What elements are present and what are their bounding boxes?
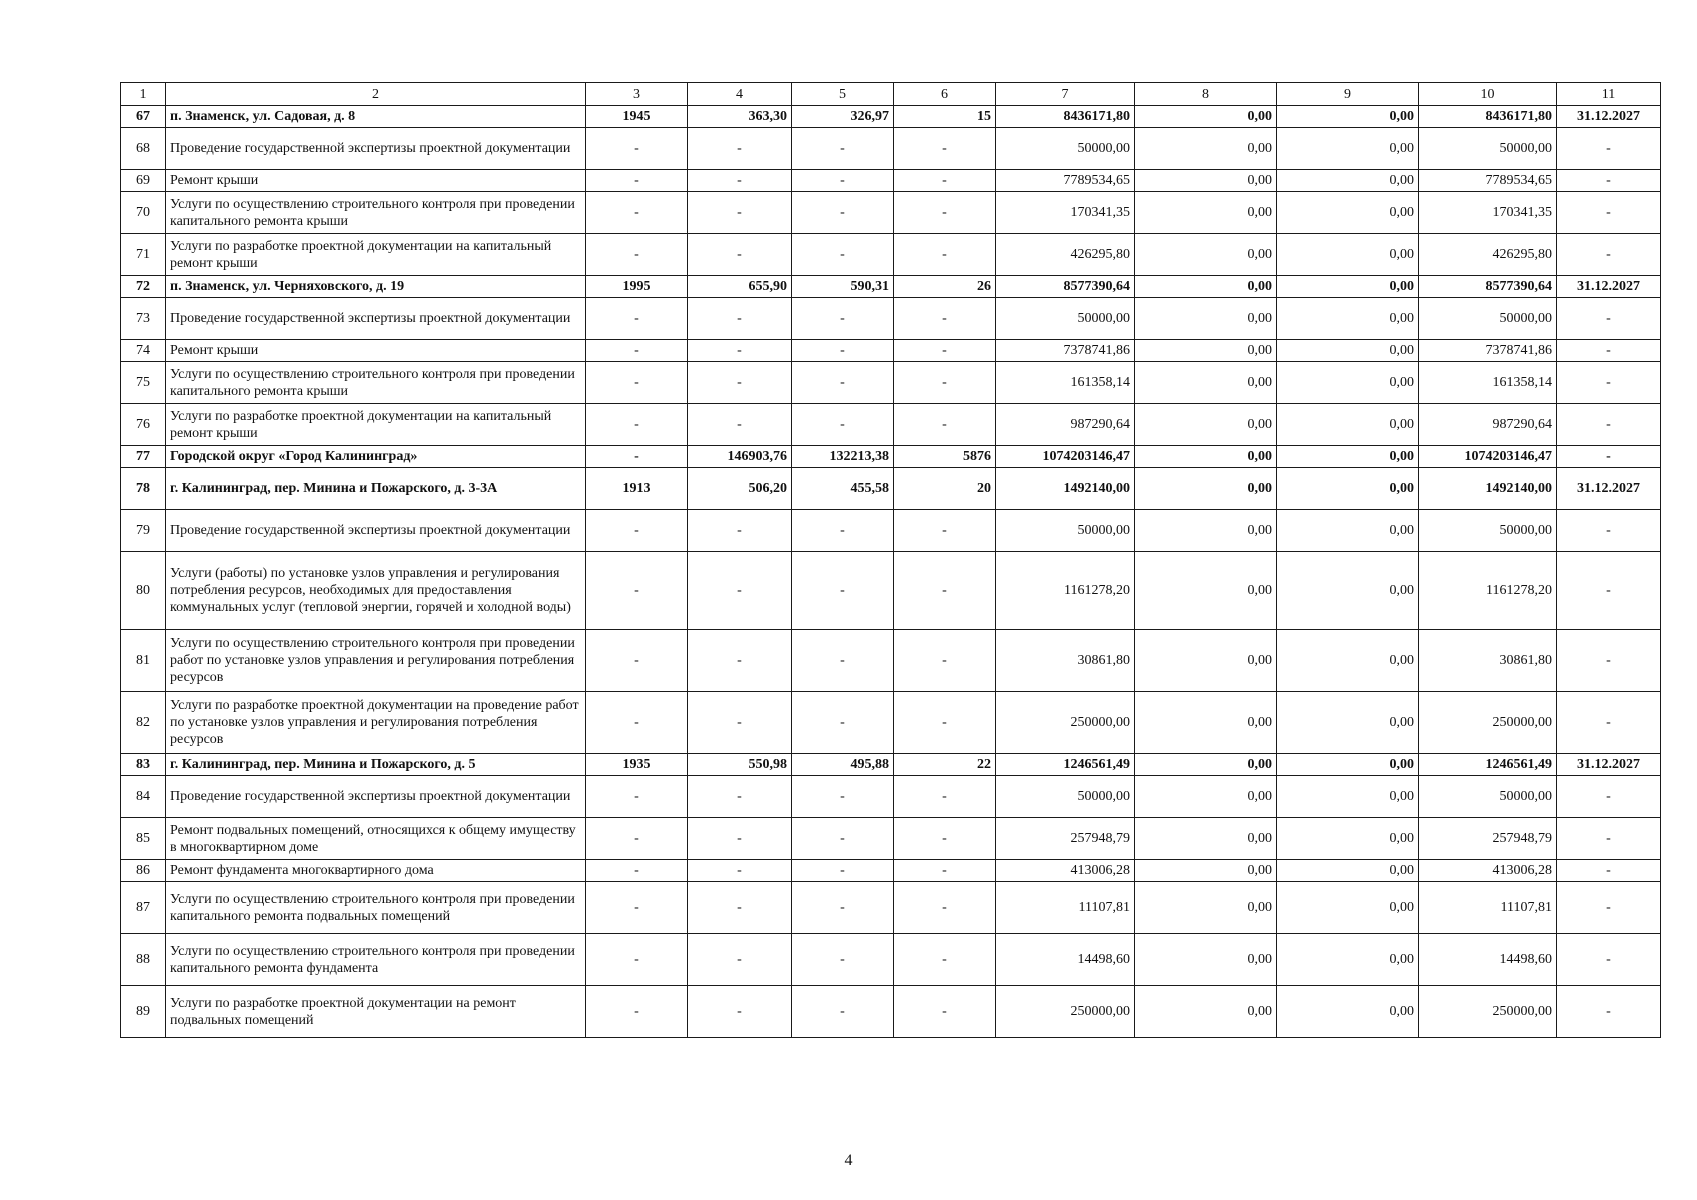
row-number: 72: [121, 276, 166, 298]
row-number: 84: [121, 776, 166, 818]
cell-col11: -: [1557, 860, 1661, 882]
cell-col5: 132213,38: [792, 446, 894, 468]
column-number-5: 5: [792, 83, 894, 106]
row-number: 86: [121, 860, 166, 882]
cell-col10: 250000,00: [1419, 986, 1557, 1038]
table-row: [121, 128, 1661, 170]
row-number: 83: [121, 754, 166, 776]
cell-col8: 0,00: [1135, 446, 1277, 468]
column-number-2: 2: [166, 83, 586, 106]
cell-col8: 0,00: [1135, 468, 1277, 510]
cell-col3: 1945: [586, 106, 688, 128]
cell-col10: 11107,81: [1419, 882, 1557, 934]
cell-col11: 31.12.2027: [1557, 468, 1661, 510]
cell-col9: 0,00: [1277, 404, 1419, 446]
cell-col6: -: [894, 552, 996, 630]
table-row: [121, 446, 1661, 468]
cell-col3: -: [586, 776, 688, 818]
cell-col7: 7378741,86: [996, 340, 1135, 362]
cell-col8: 0,00: [1135, 754, 1277, 776]
cell-col11: -: [1557, 404, 1661, 446]
cell-col4: -: [688, 298, 792, 340]
cell-col3: 1995: [586, 276, 688, 298]
cell-col3: -: [586, 446, 688, 468]
cell-col6: -: [894, 362, 996, 404]
cell-col9: 0,00: [1277, 860, 1419, 882]
item-name: г. Калининград, пер. Минина и Пожарского, д. 5: [166, 754, 586, 776]
cell-col4: 146903,76: [688, 446, 792, 468]
cell-col5: 326,97: [792, 106, 894, 128]
cell-col11: -: [1557, 818, 1661, 860]
cell-col6: 15: [894, 106, 996, 128]
cell-col4: -: [688, 882, 792, 934]
cell-col4: -: [688, 692, 792, 754]
cell-col4: -: [688, 192, 792, 234]
cell-col10: 1492140,00: [1419, 468, 1557, 510]
cell-col3: -: [586, 362, 688, 404]
cell-col10: 50000,00: [1419, 776, 1557, 818]
cell-col11: -: [1557, 128, 1661, 170]
cell-col5: -: [792, 298, 894, 340]
cell-col11: -: [1557, 170, 1661, 192]
cell-col4: -: [688, 510, 792, 552]
table-row: [121, 818, 1661, 860]
cell-col6: 5876: [894, 446, 996, 468]
cell-col10: 170341,35: [1419, 192, 1557, 234]
cell-col5: -: [792, 552, 894, 630]
cell-col11: -: [1557, 934, 1661, 986]
page-number: 4: [844, 1152, 853, 1169]
cell-col4: -: [688, 776, 792, 818]
table-row: [121, 192, 1661, 234]
cell-col11: -: [1557, 986, 1661, 1038]
cell-col11: -: [1557, 340, 1661, 362]
cell-col6: -: [894, 860, 996, 882]
column-number-10: 10: [1419, 83, 1557, 106]
row-number: 67: [121, 106, 166, 128]
cell-col6: -: [894, 340, 996, 362]
row-number: 88: [121, 934, 166, 986]
cell-col10: 50000,00: [1419, 128, 1557, 170]
item-name: Проведение государственной экспертизы проектной документации: [166, 298, 586, 340]
cell-col4: -: [688, 630, 792, 692]
cell-col8: 0,00: [1135, 192, 1277, 234]
cell-col9: 0,00: [1277, 692, 1419, 754]
cell-col4: -: [688, 860, 792, 882]
cell-col10: 987290,64: [1419, 404, 1557, 446]
cell-col7: 30861,80: [996, 630, 1135, 692]
cell-col5: -: [792, 818, 894, 860]
cell-col3: -: [586, 692, 688, 754]
cell-col6: -: [894, 882, 996, 934]
cell-col7: 161358,14: [996, 362, 1135, 404]
cell-col11: -: [1557, 552, 1661, 630]
column-number-8: 8: [1135, 83, 1277, 106]
item-name: Услуги по осуществлению строительного контроля при проведении капитального ремонта крыши: [166, 192, 586, 234]
cell-col7: 1246561,49: [996, 754, 1135, 776]
cell-col6: 26: [894, 276, 996, 298]
cell-col7: 14498,60: [996, 934, 1135, 986]
cell-col7: 170341,35: [996, 192, 1135, 234]
item-name: Услуги по разработке проектной документации на капитальный ремонт крыши: [166, 404, 586, 446]
row-number: 79: [121, 510, 166, 552]
cell-col5: -: [792, 860, 894, 882]
cell-col6: -: [894, 234, 996, 276]
cell-col3: -: [586, 170, 688, 192]
item-name: Городской округ «Город Калининград»: [166, 446, 586, 468]
cell-col6: 22: [894, 754, 996, 776]
cell-col9: 0,00: [1277, 986, 1419, 1038]
cell-col6: -: [894, 510, 996, 552]
cell-col7: 7789534,65: [996, 170, 1135, 192]
cell-col4: 363,30: [688, 106, 792, 128]
cell-col7: 257948,79: [996, 818, 1135, 860]
cell-col7: 413006,28: [996, 860, 1135, 882]
cell-col11: -: [1557, 298, 1661, 340]
cell-col10: 161358,14: [1419, 362, 1557, 404]
cell-col3: -: [586, 298, 688, 340]
cell-col7: 50000,00: [996, 510, 1135, 552]
cell-col11: -: [1557, 882, 1661, 934]
row-number: 69: [121, 170, 166, 192]
cell-col8: 0,00: [1135, 404, 1277, 446]
cell-col7: 1492140,00: [996, 468, 1135, 510]
cell-col3: -: [586, 882, 688, 934]
table-row: [121, 860, 1661, 882]
cell-col6: -: [894, 630, 996, 692]
cell-col3: -: [586, 234, 688, 276]
cell-col6: -: [894, 192, 996, 234]
item-name: Услуги (работы) по установке узлов управления и регулирования потребления ресурсов, необходимых для предоставления коммунальных услуг (тепловой энергии, горячей и холодной воды): [166, 552, 586, 630]
column-number-row: [121, 83, 1661, 106]
cell-col5: -: [792, 128, 894, 170]
cell-col11: -: [1557, 692, 1661, 754]
item-name: Ремонт фундамента многоквартирного дома: [166, 860, 586, 882]
cell-col9: 0,00: [1277, 754, 1419, 776]
item-name: Услуги по разработке проектной документации на проведение работ по установке узлов управления и регулирования потребления ресурсов: [166, 692, 586, 754]
table-row: [121, 298, 1661, 340]
row-number: 80: [121, 552, 166, 630]
table-row: [121, 510, 1661, 552]
cell-col5: -: [792, 630, 894, 692]
cell-col4: -: [688, 986, 792, 1038]
cell-col8: 0,00: [1135, 552, 1277, 630]
cell-col8: 0,00: [1135, 276, 1277, 298]
cell-col7: 250000,00: [996, 986, 1135, 1038]
row-number: 82: [121, 692, 166, 754]
cell-col5: -: [792, 882, 894, 934]
cell-col8: 0,00: [1135, 170, 1277, 192]
cell-col8: 0,00: [1135, 340, 1277, 362]
cell-col3: -: [586, 128, 688, 170]
cell-col6: -: [894, 776, 996, 818]
cell-col11: -: [1557, 630, 1661, 692]
cell-col6: -: [894, 818, 996, 860]
cell-col5: -: [792, 404, 894, 446]
table-row: [121, 468, 1661, 510]
cell-col3: -: [586, 630, 688, 692]
cell-col11: 31.12.2027: [1557, 754, 1661, 776]
item-name: г. Калининград, пер. Минина и Пожарского, д. 3-3А: [166, 468, 586, 510]
table-row: [121, 882, 1661, 934]
cell-col8: 0,00: [1135, 776, 1277, 818]
cell-col5: -: [792, 776, 894, 818]
cell-col9: 0,00: [1277, 630, 1419, 692]
cell-col6: -: [894, 128, 996, 170]
cell-col3: -: [586, 404, 688, 446]
cell-col3: -: [586, 340, 688, 362]
column-number-4: 4: [688, 83, 792, 106]
row-number: 87: [121, 882, 166, 934]
cell-col4: -: [688, 552, 792, 630]
register-table: [120, 82, 1661, 1038]
cell-col9: 0,00: [1277, 298, 1419, 340]
cell-col7: 50000,00: [996, 128, 1135, 170]
document-sheet: [120, 82, 1660, 1038]
table-row: [121, 170, 1661, 192]
cell-col11: 31.12.2027: [1557, 106, 1661, 128]
column-number-6: 6: [894, 83, 996, 106]
table-row: [121, 234, 1661, 276]
cell-col8: 0,00: [1135, 128, 1277, 170]
item-name: Ремонт крыши: [166, 170, 586, 192]
cell-col7: 50000,00: [996, 298, 1135, 340]
table-row: [121, 754, 1661, 776]
cell-col8: 0,00: [1135, 106, 1277, 128]
cell-col8: 0,00: [1135, 882, 1277, 934]
cell-col4: -: [688, 934, 792, 986]
cell-col10: 7789534,65: [1419, 170, 1557, 192]
cell-col8: 0,00: [1135, 630, 1277, 692]
cell-col7: 8577390,64: [996, 276, 1135, 298]
item-name: Услуги по разработке проектной документации на ремонт подвальных помещений: [166, 986, 586, 1038]
cell-col8: 0,00: [1135, 362, 1277, 404]
cell-col11: -: [1557, 192, 1661, 234]
table-row: [121, 776, 1661, 818]
cell-col5: -: [792, 986, 894, 1038]
cell-col10: 1246561,49: [1419, 754, 1557, 776]
item-name: Ремонт подвальных помещений, относящихся к общему имуществу в многоквартирном доме: [166, 818, 586, 860]
column-number-1: 1: [121, 83, 166, 106]
cell-col6: -: [894, 986, 996, 1038]
cell-col9: 0,00: [1277, 468, 1419, 510]
table-row: [121, 404, 1661, 446]
item-name: п. Знаменск, ул. Садовая, д. 8: [166, 106, 586, 128]
cell-col4: -: [688, 340, 792, 362]
cell-col3: 1913: [586, 468, 688, 510]
cell-col4: 550,98: [688, 754, 792, 776]
cell-col6: -: [894, 934, 996, 986]
cell-col7: 426295,80: [996, 234, 1135, 276]
cell-col6: -: [894, 170, 996, 192]
cell-col3: -: [586, 552, 688, 630]
cell-col10: 1074203146,47: [1419, 446, 1557, 468]
cell-col10: 50000,00: [1419, 298, 1557, 340]
cell-col8: 0,00: [1135, 234, 1277, 276]
cell-col11: -: [1557, 510, 1661, 552]
cell-col9: 0,00: [1277, 234, 1419, 276]
table-row: [121, 552, 1661, 630]
item-name: Услуги по осуществлению строительного контроля при проведении капитального ремонта крыши: [166, 362, 586, 404]
cell-col5: -: [792, 362, 894, 404]
cell-col4: -: [688, 362, 792, 404]
cell-col8: 0,00: [1135, 298, 1277, 340]
cell-col8: 0,00: [1135, 818, 1277, 860]
cell-col9: 0,00: [1277, 882, 1419, 934]
cell-col7: 11107,81: [996, 882, 1135, 934]
cell-col9: 0,00: [1277, 106, 1419, 128]
cell-col10: 50000,00: [1419, 510, 1557, 552]
cell-col5: -: [792, 692, 894, 754]
column-number-7: 7: [996, 83, 1135, 106]
cell-col11: -: [1557, 362, 1661, 404]
cell-col10: 8577390,64: [1419, 276, 1557, 298]
cell-col11: -: [1557, 234, 1661, 276]
item-name: Ремонт крыши: [166, 340, 586, 362]
cell-col5: 455,58: [792, 468, 894, 510]
item-name: Проведение государственной экспертизы проектной документации: [166, 510, 586, 552]
table-row: [121, 692, 1661, 754]
cell-col6: -: [894, 404, 996, 446]
cell-col7: 1074203146,47: [996, 446, 1135, 468]
row-number: 70: [121, 192, 166, 234]
column-number-9: 9: [1277, 83, 1419, 106]
row-number: 71: [121, 234, 166, 276]
cell-col9: 0,00: [1277, 128, 1419, 170]
cell-col8: 0,00: [1135, 860, 1277, 882]
cell-col4: 655,90: [688, 276, 792, 298]
cell-col4: -: [688, 234, 792, 276]
table-row: [121, 630, 1661, 692]
cell-col9: 0,00: [1277, 276, 1419, 298]
cell-col5: 495,88: [792, 754, 894, 776]
column-number-3: 3: [586, 83, 688, 106]
cell-col9: 0,00: [1277, 362, 1419, 404]
cell-col8: 0,00: [1135, 510, 1277, 552]
cell-col8: 0,00: [1135, 692, 1277, 754]
row-number: 85: [121, 818, 166, 860]
cell-col7: 987290,64: [996, 404, 1135, 446]
cell-col10: 14498,60: [1419, 934, 1557, 986]
cell-col9: 0,00: [1277, 170, 1419, 192]
cell-col3: 1935: [586, 754, 688, 776]
cell-col9: 0,00: [1277, 446, 1419, 468]
cell-col3: -: [586, 986, 688, 1038]
cell-col11: -: [1557, 446, 1661, 468]
cell-col9: 0,00: [1277, 552, 1419, 630]
cell-col4: -: [688, 818, 792, 860]
item-name: Проведение государственной экспертизы проектной документации: [166, 776, 586, 818]
cell-col10: 413006,28: [1419, 860, 1557, 882]
cell-col9: 0,00: [1277, 818, 1419, 860]
item-name: п. Знаменск, ул. Черняховского, д. 19: [166, 276, 586, 298]
cell-col11: 31.12.2027: [1557, 276, 1661, 298]
cell-col7: 250000,00: [996, 692, 1135, 754]
cell-col10: 7378741,86: [1419, 340, 1557, 362]
table-row: [121, 934, 1661, 986]
cell-col7: 1161278,20: [996, 552, 1135, 630]
cell-col5: -: [792, 192, 894, 234]
cell-col8: 0,00: [1135, 934, 1277, 986]
cell-col3: -: [586, 934, 688, 986]
item-name: Проведение государственной экспертизы проектной документации: [166, 128, 586, 170]
cell-col3: -: [586, 192, 688, 234]
cell-col6: -: [894, 298, 996, 340]
cell-col4: -: [688, 404, 792, 446]
row-number: 75: [121, 362, 166, 404]
cell-col11: -: [1557, 776, 1661, 818]
row-number: 81: [121, 630, 166, 692]
row-number: 68: [121, 128, 166, 170]
cell-col10: 8436171,80: [1419, 106, 1557, 128]
cell-col9: 0,00: [1277, 340, 1419, 362]
cell-col6: 20: [894, 468, 996, 510]
cell-col5: -: [792, 934, 894, 986]
row-number: 89: [121, 986, 166, 1038]
item-name: Услуги по осуществлению строительного контроля при проведении работ по установке узлов управления и регулирования потребления ресурсов: [166, 630, 586, 692]
cell-col5: -: [792, 170, 894, 192]
row-number: 73: [121, 298, 166, 340]
cell-col10: 426295,80: [1419, 234, 1557, 276]
table-row: [121, 986, 1661, 1038]
row-number: 74: [121, 340, 166, 362]
row-number: 77: [121, 446, 166, 468]
cell-col6: -: [894, 692, 996, 754]
cell-col3: -: [586, 860, 688, 882]
table-row: [121, 340, 1661, 362]
cell-col9: 0,00: [1277, 510, 1419, 552]
cell-col3: -: [586, 510, 688, 552]
column-number-11: 11: [1557, 83, 1661, 106]
cell-col4: -: [688, 128, 792, 170]
cell-col7: 8436171,80: [996, 106, 1135, 128]
cell-col10: 1161278,20: [1419, 552, 1557, 630]
cell-col9: 0,00: [1277, 776, 1419, 818]
item-name: Услуги по разработке проектной документации на капитальный ремонт крыши: [166, 234, 586, 276]
cell-col7: 50000,00: [996, 776, 1135, 818]
table-row: [121, 362, 1661, 404]
cell-col5: 590,31: [792, 276, 894, 298]
row-number: 78: [121, 468, 166, 510]
cell-col4: 506,20: [688, 468, 792, 510]
cell-col10: 30861,80: [1419, 630, 1557, 692]
cell-col4: -: [688, 170, 792, 192]
cell-col3: -: [586, 818, 688, 860]
cell-col9: 0,00: [1277, 192, 1419, 234]
table-row: [121, 106, 1661, 128]
cell-col5: -: [792, 234, 894, 276]
row-number: 76: [121, 404, 166, 446]
item-name: Услуги по осуществлению строительного контроля при проведении капитального ремонта фундамента: [166, 934, 586, 986]
cell-col10: 250000,00: [1419, 692, 1557, 754]
table-row: [121, 276, 1661, 298]
cell-col8: 0,00: [1135, 986, 1277, 1038]
cell-col9: 0,00: [1277, 934, 1419, 986]
cell-col5: -: [792, 510, 894, 552]
cell-col5: -: [792, 340, 894, 362]
item-name: Услуги по осуществлению строительного контроля при проведении капитального ремонта подвальных помещений: [166, 882, 586, 934]
cell-col10: 257948,79: [1419, 818, 1557, 860]
